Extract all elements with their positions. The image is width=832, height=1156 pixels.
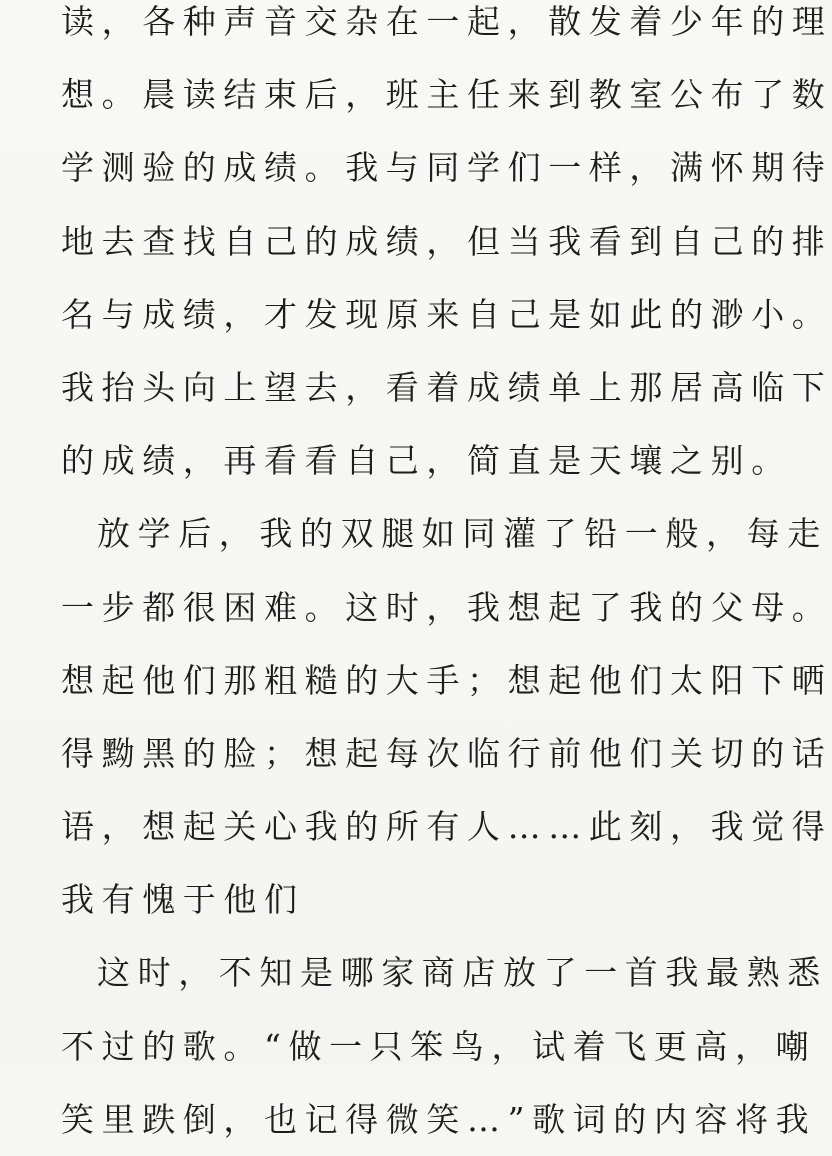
- text-line: 得黝黑的脸；想起每次临行前他们关切的话: [61, 733, 832, 773]
- text-line: 名与成绩，才发现原来自己是如此的渺小。: [61, 294, 832, 334]
- text-line: 不过的歌。“做一只笨鸟，试着飞更高，嘲: [61, 1026, 817, 1066]
- text-line: 地去查找自己的成绩，但当我看到自己的排: [61, 221, 832, 261]
- text-line: 语，想起关心我的所有人……此刻，我觉得: [61, 807, 832, 847]
- text-line: 我抬头向上望去，看着成绩单上那居高临下: [61, 367, 832, 407]
- text-line: 一步都很困难。这时，我想起了我的父母。: [61, 587, 832, 627]
- text-line: 读，各种声音交杂在一起，散发着少年的理: [61, 2, 832, 41]
- paragraph-start-line: 放学后，我的双腿如同灌了铅一般，每走: [97, 514, 828, 554]
- text-line: 想起他们那粗糙的大手；想起他们太阳下晒: [61, 660, 832, 700]
- text-line: 的成绩，再看看自己，简直是天壤之别。: [61, 441, 792, 481]
- text-line: 学测验的成绩。我与同学们一样，满怀期待: [61, 148, 832, 188]
- text-line: 我有愧于他们: [61, 880, 305, 920]
- text-line: 想。晨读结束后，班主任来到教室公布了数: [61, 75, 832, 115]
- text-line: 笑里跌倒，也记得微笑…”歌词的内容将我: [61, 1099, 817, 1139]
- paragraph-start-line: 这时，不知是哪家商店放了一首我最熟悉: [97, 953, 828, 993]
